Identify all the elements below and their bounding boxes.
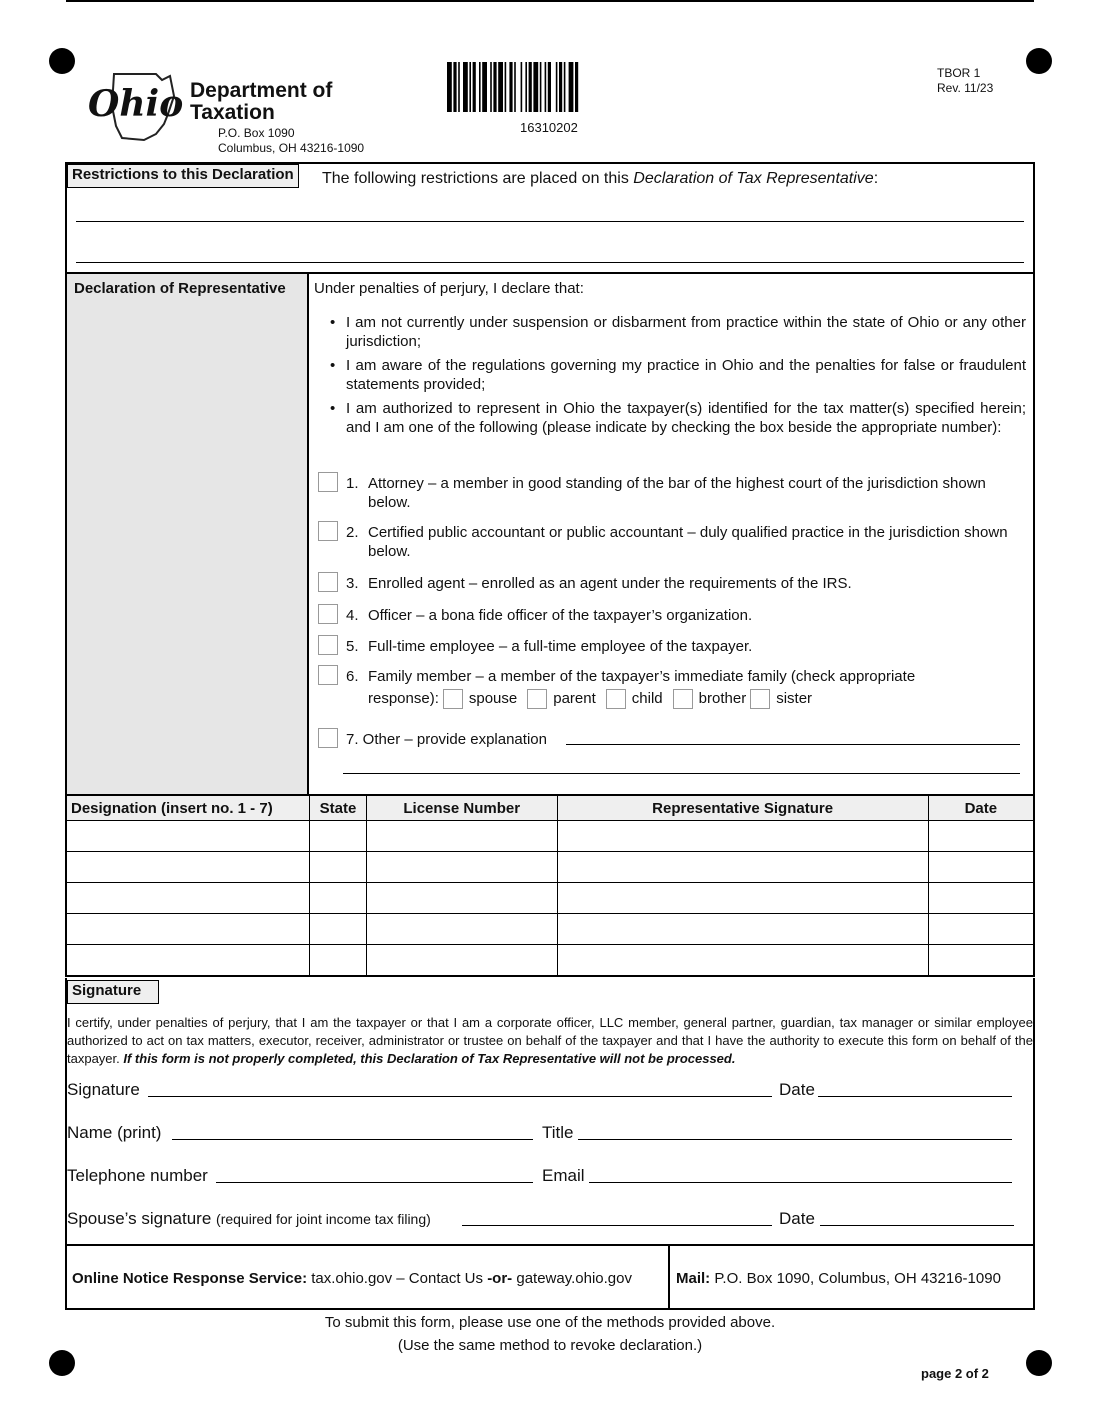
option-5-checkbox[interactable]: [318, 635, 338, 655]
option-5: 5. Full-time employee – a full-time employee of the taxpayer.: [346, 638, 753, 655]
department-address: P.O. Box 1090 Columbus, OH 43216-1090: [218, 126, 365, 155]
col-state: State: [310, 795, 367, 821]
online-submit: Online Notice Response Service: tax.ohio.gov – Contact Us -or- gateway.ohio.gov: [72, 1270, 632, 1287]
footer-note-1: To submit this form, please use one of the methods provided above.: [324, 1314, 776, 1331]
date-input[interactable]: [818, 1096, 1012, 1097]
sister-checkbox[interactable]: [750, 689, 770, 709]
barcode-number: 16310202: [520, 120, 578, 135]
spouse-date-input[interactable]: [820, 1225, 1014, 1226]
punch-hole-icon: [49, 48, 75, 74]
signature-label: Signature: [67, 980, 159, 1004]
page-number: page 2 of 2: [921, 1366, 989, 1381]
form-id: TBOR 1 Rev. 11/23: [937, 66, 994, 95]
punch-hole-icon: [1026, 48, 1052, 74]
col-representative-signature: Representative Signature: [557, 795, 928, 821]
option-1: 1. Attorney – a member in good standing of the bar of the highest court of the jurisdiction shown below.: [346, 475, 986, 511]
declaration-label: Declaration of Representative: [74, 280, 286, 297]
declaration-intro: Under penalties of perjury, I declare that:: [314, 280, 584, 297]
title-field-label: Title: [542, 1123, 574, 1142]
table-row[interactable]: [66, 852, 1034, 883]
restrictions-line-2[interactable]: [76, 262, 1024, 263]
option-4: 4. Officer – a bona fide officer of the taxpayer’s organization.: [346, 607, 753, 624]
spouse-checkbox[interactable]: [443, 689, 463, 709]
option-2: 2. Certified public accountant or public accountant – duly qualified practice in the jurisdiction shown below.: [346, 524, 1008, 560]
footer-note-2: (Use the same method to revoke declaration.): [397, 1337, 703, 1354]
col-license-number: License Number: [366, 795, 557, 821]
spouse-date-label: Date: [779, 1209, 815, 1228]
option-3: 3. Enrolled agent – enrolled as an agent under the requirements of the IRS.: [346, 575, 852, 592]
title-input[interactable]: [578, 1139, 1012, 1140]
name-input[interactable]: [172, 1139, 533, 1140]
restrictions-label: Restrictions to this Declaration: [67, 164, 299, 188]
option-7-label: 7. Other – provide explanation: [346, 731, 547, 748]
top-rule: [66, 0, 1034, 2]
col-date: Date: [928, 795, 1034, 821]
table-row[interactable]: [66, 914, 1034, 945]
option-1-checkbox[interactable]: [318, 472, 338, 492]
spouse-signature-input[interactable]: [462, 1225, 772, 1226]
ohio-logo-icon: [86, 66, 186, 146]
option-3-checkbox[interactable]: [318, 572, 338, 592]
option-4-checkbox[interactable]: [318, 604, 338, 624]
option-2-checkbox[interactable]: [318, 521, 338, 541]
option-6: 6. Family member – a member of the taxpayer’s immediate family (check appropriate: [346, 668, 916, 685]
phone-field-label: Telephone number: [67, 1166, 208, 1185]
name-field-label: Name (print): [67, 1123, 162, 1142]
option-7-checkbox[interactable]: [318, 728, 338, 748]
mail-submit: Mail: P.O. Box 1090, Columbus, OH 43216-1090: [676, 1270, 1001, 1287]
spouse-signature-label: Spouse’s signature (required for joint income tax filing): [67, 1209, 431, 1228]
phone-input[interactable]: [216, 1182, 533, 1183]
email-field-label: Email: [542, 1166, 585, 1185]
date-field-label: Date: [779, 1080, 815, 1099]
submit-divider: [668, 1244, 670, 1310]
table-row[interactable]: [66, 821, 1034, 852]
brother-checkbox[interactable]: [673, 689, 693, 709]
certification-text: I certify, under penalties of perjury, that I am the taxpayer or that I am a corporate officer, LLC member, general partner, guardian, tax manager or similar employee authorized to act on tax matters, executor, receiver, administrator or trustee on behalf of the taxpayer and that I have the authority to execute this form on behalf of the taxpayer. If this form is not properly completed, this Declaration of Tax Representative will not be processed.: [67, 1015, 1033, 1066]
restrictions-line-1[interactable]: [76, 221, 1024, 222]
svg-text:Ohio: Ohio: [88, 83, 184, 125]
designation-table-header: [66, 795, 1034, 821]
parent-checkbox[interactable]: [527, 689, 547, 709]
table-row[interactable]: [66, 883, 1034, 914]
option-6-checkbox[interactable]: [318, 665, 338, 685]
family-response-row: response): spouse parent child brother sister: [368, 689, 812, 709]
signature-input[interactable]: [148, 1096, 772, 1097]
declaration-bullets: • I am not currently under suspension or disbarment from practice within the state of Ohio or any other jurisdiction; • I am aware of the regulations governing my practice in Ohio and the penalties for false or fraudulent statements provided; • I am authorized to represent in Ohio the taxpayer(s) identified for the tax matter(s) specified herein; and I am one of the following (please indicate by checking the box beside the appropriate number):: [330, 314, 1026, 436]
declaration-sidebar: [67, 274, 309, 794]
other-explanation-line-1[interactable]: [566, 744, 1020, 745]
barcode-icon: [447, 62, 655, 112]
department-name: Department of Taxation: [190, 79, 333, 124]
child-checkbox[interactable]: [606, 689, 626, 709]
designation-table: [65, 794, 1035, 977]
restrictions-intro: The following restrictions are placed on this Declaration of Tax Representative:: [322, 170, 879, 187]
other-explanation-line-2[interactable]: [343, 773, 1020, 774]
email-input[interactable]: [589, 1182, 1012, 1183]
col-designation: Designation (insert no. 1 - 7): [66, 795, 310, 821]
signature-field-label: Signature: [67, 1080, 140, 1099]
table-row[interactable]: [66, 945, 1034, 977]
